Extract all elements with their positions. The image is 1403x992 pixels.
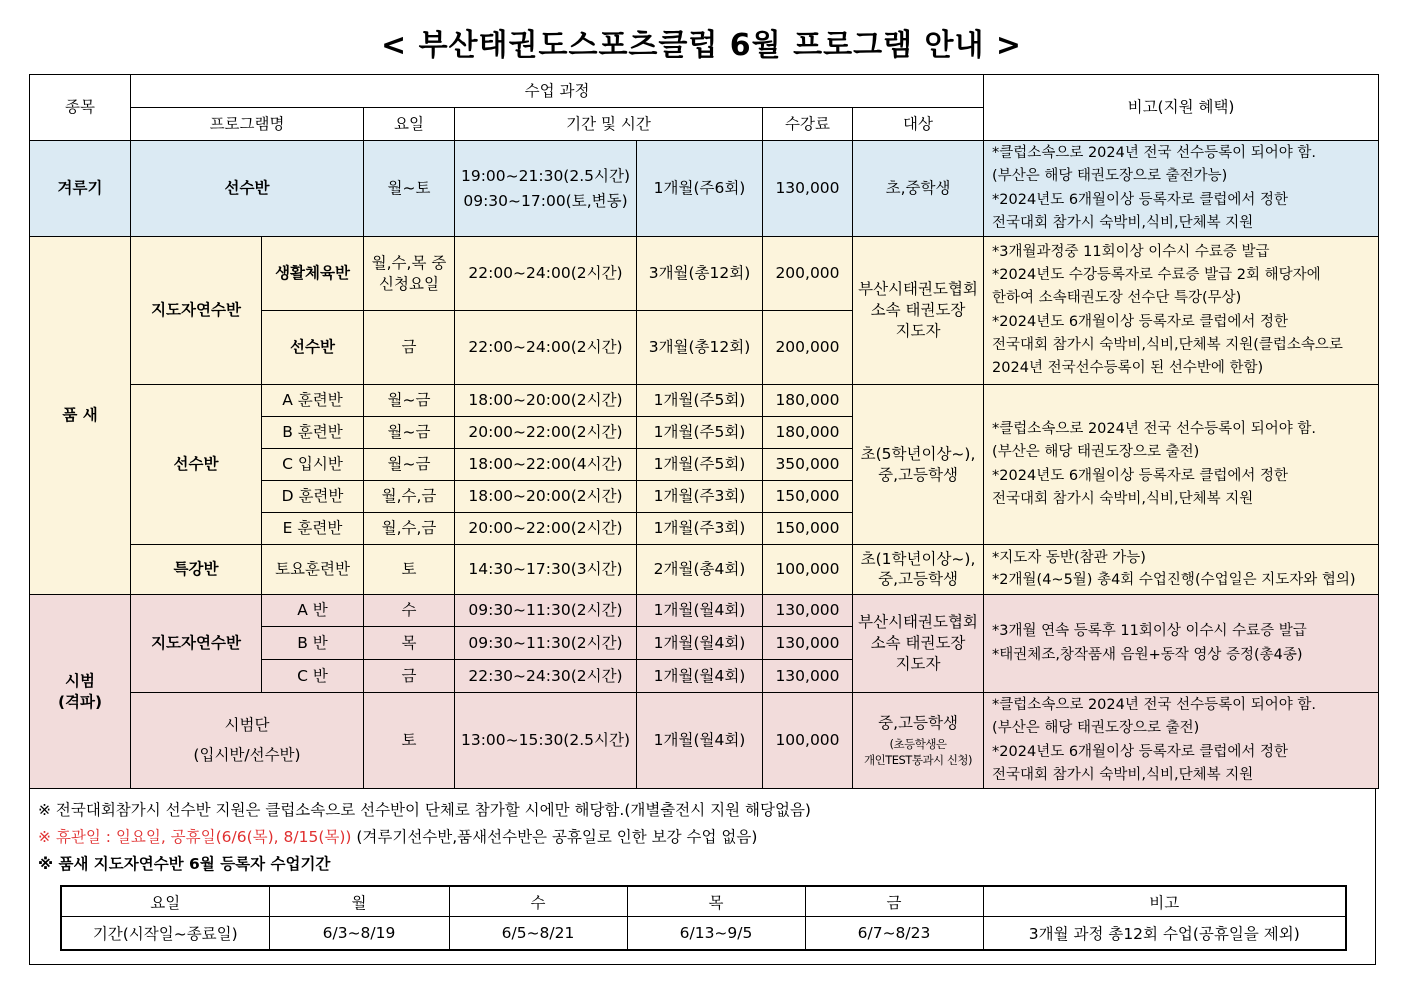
class-day: 토: [364, 545, 455, 595]
schedule-header: 요일: [61, 886, 269, 917]
class-fee: 180,000: [763, 385, 853, 417]
schedule-cell: 3개월 과정 총12회 수업(공휴일을 제외): [983, 917, 1346, 951]
class-period: 1개월(주3회): [637, 513, 763, 545]
class-fee: 200,000: [763, 237, 853, 311]
class-day: 목: [364, 627, 455, 660]
header-program: 프로그램명: [131, 108, 364, 141]
class-time: 20:00~22:00(2시간): [455, 417, 637, 449]
class-day: 월~금: [364, 385, 455, 417]
program-name: B 반: [262, 627, 364, 660]
schedule-cell: 6/5~8/21: [449, 917, 627, 951]
class-fee: 130,000: [763, 627, 853, 660]
remarks-note: *클럽소속으로 2024년 전국 선수등록이 되어야 함. (부산은 해당 태권도장으로 출전가능) *2024년도 6개월이상 등록자로 클럽에서 정한 전국대회 참가시 숙박비,식비,단체복 지원: [984, 141, 1379, 237]
class-time: 22:30~24:30(2시간): [455, 660, 637, 693]
class-fee: 200,000: [763, 311, 853, 385]
header-remarks: 비고(지원 혜택): [984, 75, 1379, 141]
program-name: D 훈련반: [262, 481, 364, 513]
class-period: 1개월(월4회): [637, 627, 763, 660]
class-target: 초(5학년이상~), 중,고등학생: [853, 385, 984, 545]
table-row: [30, 595, 1379, 627]
class-period: 1개월(주3회): [637, 481, 763, 513]
table-row: [30, 693, 1379, 789]
table-row: [30, 237, 1379, 311]
class-target: 초,중학생: [853, 141, 984, 237]
class-time: 09:30~11:30(2시간): [455, 627, 637, 660]
table-row: [30, 385, 1379, 417]
header-category: 종목: [30, 75, 131, 141]
schedule-cell: 6/13~9/5: [627, 917, 805, 951]
class-fee: 350,000: [763, 449, 853, 481]
class-time: 13:00~15:30(2.5시간): [455, 693, 637, 789]
table-row: [61, 917, 1346, 951]
class-target: 부산시태권도협회 소속 태권도장 지도자: [853, 595, 984, 693]
class-period: 3개월(총12회): [637, 237, 763, 311]
header-period-time: 기간 및 시간: [455, 108, 763, 141]
class-period: 1개월(월4회): [637, 660, 763, 693]
class-time: 18:00~22:00(4시간): [455, 449, 637, 481]
schedule-cell: 6/3~8/19: [269, 917, 449, 951]
class-day: 토: [364, 693, 455, 789]
schedule-header: 월: [269, 886, 449, 917]
footnote-support: ※ 전국대회참가시 선수반 지원은 클럽소속으로 선수반이 단체로 참가할 시에만 해당함.(개별출전시 지원 해당없음): [38, 801, 811, 819]
class-fee: 180,000: [763, 417, 853, 449]
class-period: 1개월(주5회): [637, 449, 763, 481]
header-fee: 수강료: [763, 108, 853, 141]
page-title: < 부산태권도스포츠클럽 6월 프로그램 안내 >: [380, 28, 1023, 63]
program-name: A 반: [262, 595, 364, 627]
class-time: 22:00~24:00(2시간): [455, 237, 637, 311]
class-time: 18:00~20:00(2시간): [455, 385, 637, 417]
program-name: 선수반: [262, 311, 364, 385]
program-name: A 훈련반: [262, 385, 364, 417]
footnote-holiday: ※ 휴관일 : 일요일, 공휴일(6/6(목), 8/15(목)) (겨루기선수반,품새선수반은 공휴일로 인한 보강 수업 없음): [38, 828, 758, 846]
class-fee: 100,000: [763, 693, 853, 789]
class-fee: 130,000: [763, 595, 853, 627]
class-day: 월,수,목 중 신청요일: [364, 237, 455, 311]
class-fee: 130,000: [763, 141, 853, 237]
schedule-header: 목: [627, 886, 805, 917]
class-period: 3개월(총12회): [637, 311, 763, 385]
class-period: 1개월(월4회): [637, 693, 763, 789]
class-day: 수: [364, 595, 455, 627]
class-period: 1개월(주5회): [637, 385, 763, 417]
schedule-cell: 6/7~8/23: [805, 917, 983, 951]
class-period: 2개월(총4회): [637, 545, 763, 595]
table-row: [61, 886, 1346, 917]
class-time: 22:00~24:00(2시간): [455, 311, 637, 385]
program-name: B 훈련반: [262, 417, 364, 449]
header-day: 요일: [364, 108, 455, 141]
remarks-note: *지도자 동반(참관 가능) *2개월(4~5월) 총4회 수업진행(수업일은 지도자와 협의): [984, 545, 1379, 595]
remarks-note: *3개월 연속 등록후 11회이상 이수시 수료증 발급 *태권체조,창작품새 음원+동작 영상 증정(총4종): [984, 595, 1379, 693]
category-poomsae: 품 새: [30, 237, 131, 595]
remarks-note: *클럽소속으로 2024년 전국 선수등록이 되어야 함. (부산은 해당 태권도장으로 출전) *2024년도 6개월이상 등록자로 클럽에서 정한 전국대회 참가시 숙박비,식비,단체복 지원: [984, 385, 1379, 545]
remarks-note: *3개월과정중 11회이상 이수시 수료증 발급 *2024년도 수강등록자로 수료증 발급 2회 해당자에 한하여 소속태권도장 선수단 특강(무상) *2024년도 6개월이상 등록자로 클럽에서 정한 전국대회 참가시 숙박비,식비,단체복 지원(클럽소속으로 2024년 전국선수등록이 된 선수반에 한함): [984, 237, 1379, 385]
footnotes: [38, 797, 1358, 878]
header-target: 대상: [853, 108, 984, 141]
class-time: 20:00~22:00(2시간): [455, 513, 637, 545]
category-demo: 시범 (격파): [30, 595, 131, 789]
class-day: 월~금: [364, 449, 455, 481]
group-instructor: 지도자연수반: [131, 237, 262, 385]
program-name: 생활체육반: [262, 237, 364, 311]
class-fee: 130,000: [763, 660, 853, 693]
table-row: [30, 141, 1379, 237]
class-target: 초(1학년이상~), 중,고등학생: [853, 545, 984, 595]
program-name: 시범단 (입시반/선수반): [131, 693, 364, 789]
class-target: 중,고등학생 (초등학생은 개인TEST통과시 신청): [853, 693, 984, 789]
schedule-header: 수: [449, 886, 627, 917]
footnote-schedule-title: ※ 품새 지도자연수반 6월 등록자 수업기간: [38, 855, 331, 873]
program-name: C 입시반: [262, 449, 364, 481]
class-day: 월,수,금: [364, 481, 455, 513]
class-day: 금: [364, 660, 455, 693]
program-table: [29, 74, 1379, 789]
table-row: [30, 545, 1379, 595]
class-day: 월,수,금: [364, 513, 455, 545]
group-special: 특강반: [131, 545, 262, 595]
class-day: 월~토: [364, 141, 455, 237]
program-name: 선수반: [131, 141, 364, 237]
class-time: 18:00~20:00(2시간): [455, 481, 637, 513]
schedule-table: [60, 885, 1347, 951]
schedule-cell: 기간(시작일~종료일): [61, 917, 269, 951]
remarks-note: *클럽소속으로 2024년 전국 선수등록이 되어야 함. (부산은 해당 태권도장으로 출전) *2024년도 6개월이상 등록자로 클럽에서 정한 전국대회 참가시 숙박비,식비,단체복 지원: [984, 693, 1379, 789]
class-day: 금: [364, 311, 455, 385]
class-fee: 150,000: [763, 513, 853, 545]
class-time: 14:30~17:30(3시간): [455, 545, 637, 595]
class-period: 1개월(월4회): [637, 595, 763, 627]
class-period: 1개월(주5회): [637, 417, 763, 449]
class-fee: 150,000: [763, 481, 853, 513]
class-time: 19:00~21:30(2.5시간) 09:30~17:00(토,변동): [455, 141, 637, 237]
class-day: 월~금: [364, 417, 455, 449]
class-period: 1개월(주6회): [637, 141, 763, 237]
group-athlete: 선수반: [131, 385, 262, 545]
schedule-header: 비고: [983, 886, 1346, 917]
program-name: 토요훈련반: [262, 545, 364, 595]
header-course: 수업 과정: [131, 75, 984, 108]
class-target: 부산시태권도협회 소속 태권도장 지도자: [853, 237, 984, 385]
program-name: C 반: [262, 660, 364, 693]
class-fee: 100,000: [763, 545, 853, 595]
program-name: E 훈련반: [262, 513, 364, 545]
group-instructor: 지도자연수반: [131, 595, 262, 693]
schedule-header: 금: [805, 886, 983, 917]
class-time: 09:30~11:30(2시간): [455, 595, 637, 627]
category-gyeorugi: 겨루기: [30, 141, 131, 237]
